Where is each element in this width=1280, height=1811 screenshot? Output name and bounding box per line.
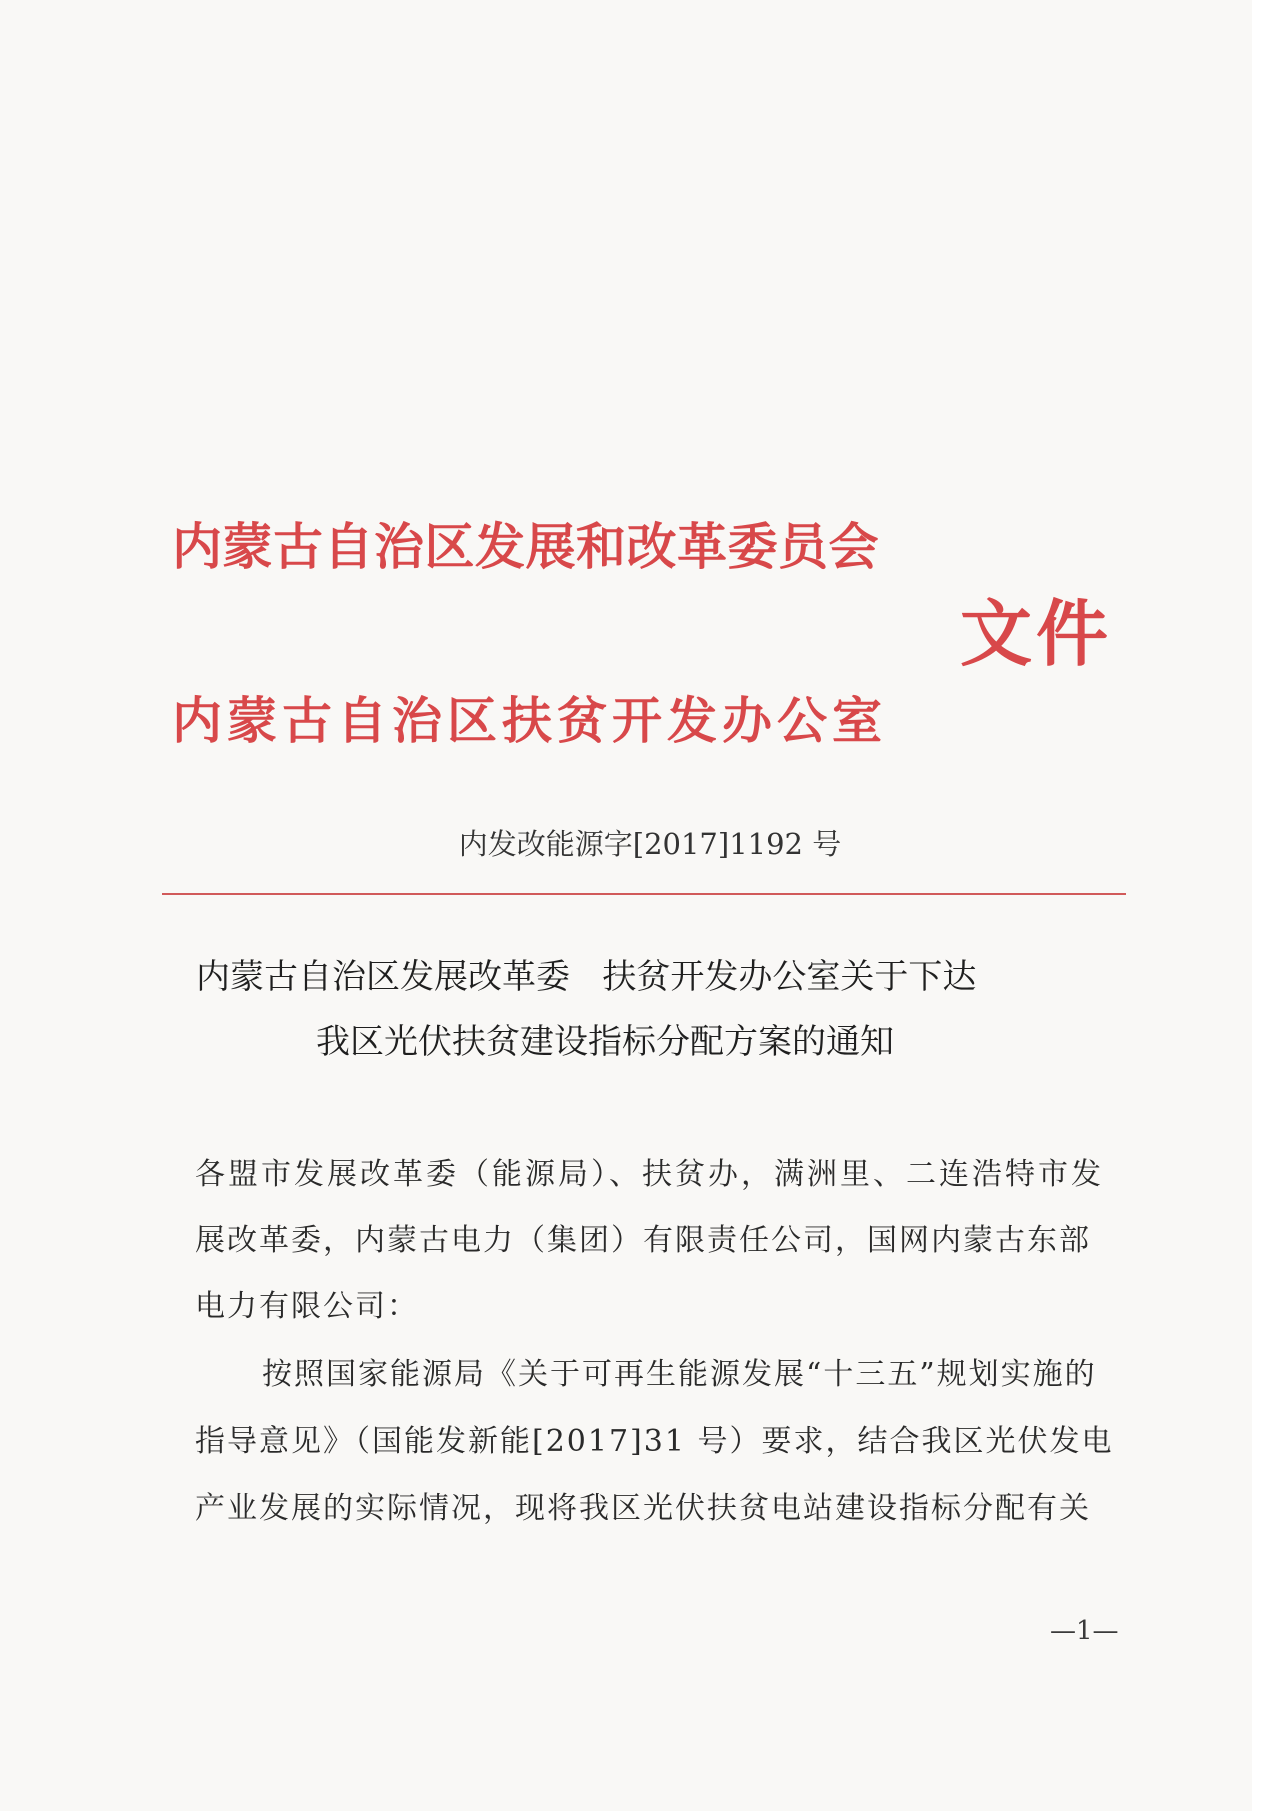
document-type-label: 文件 [960,591,1113,676]
body-text-line: 电力有限公司： [195,1289,419,1324]
page-margin [1252,0,1280,1811]
page-number: —1— [1050,1616,1119,1646]
issuer-name-1: 内蒙古自治区发展和改革委员会 [172,517,879,576]
document-title-line-2: 我区光伏扶贫建设指标分配方案的通知 [316,1022,894,1062]
red-separator-line [162,893,1126,895]
document-number: 内发改能源字[2017]1192 号 [458,827,842,861]
body-text-line: 展改革委，内蒙古电力（集团）有限责任公司，国网内蒙古东部 [195,1223,1091,1258]
body-text-line: 产业发展的实际情况，现将我区光伏扶贫电站建设指标分配有关 [195,1491,1091,1526]
document-title-line-1: 内蒙古自治区发展改革委 扶贫开发办公室关于下达 [196,957,977,997]
issuer-name-2: 内蒙古自治区扶贫开发办公室 [172,691,887,750]
body-text-line: 各盟市发展改革委（能源局）、扶贫办，满洲里、二连浩特市发 [195,1157,1104,1192]
body-text-line: 按照国家能源局《关于可再生能源发展“十三五”规划实施的 [262,1357,1097,1392]
body-text-line: 指导意见》（国能发新能[2017]31 号）要求，结合我区光伏发电 [195,1424,1114,1459]
